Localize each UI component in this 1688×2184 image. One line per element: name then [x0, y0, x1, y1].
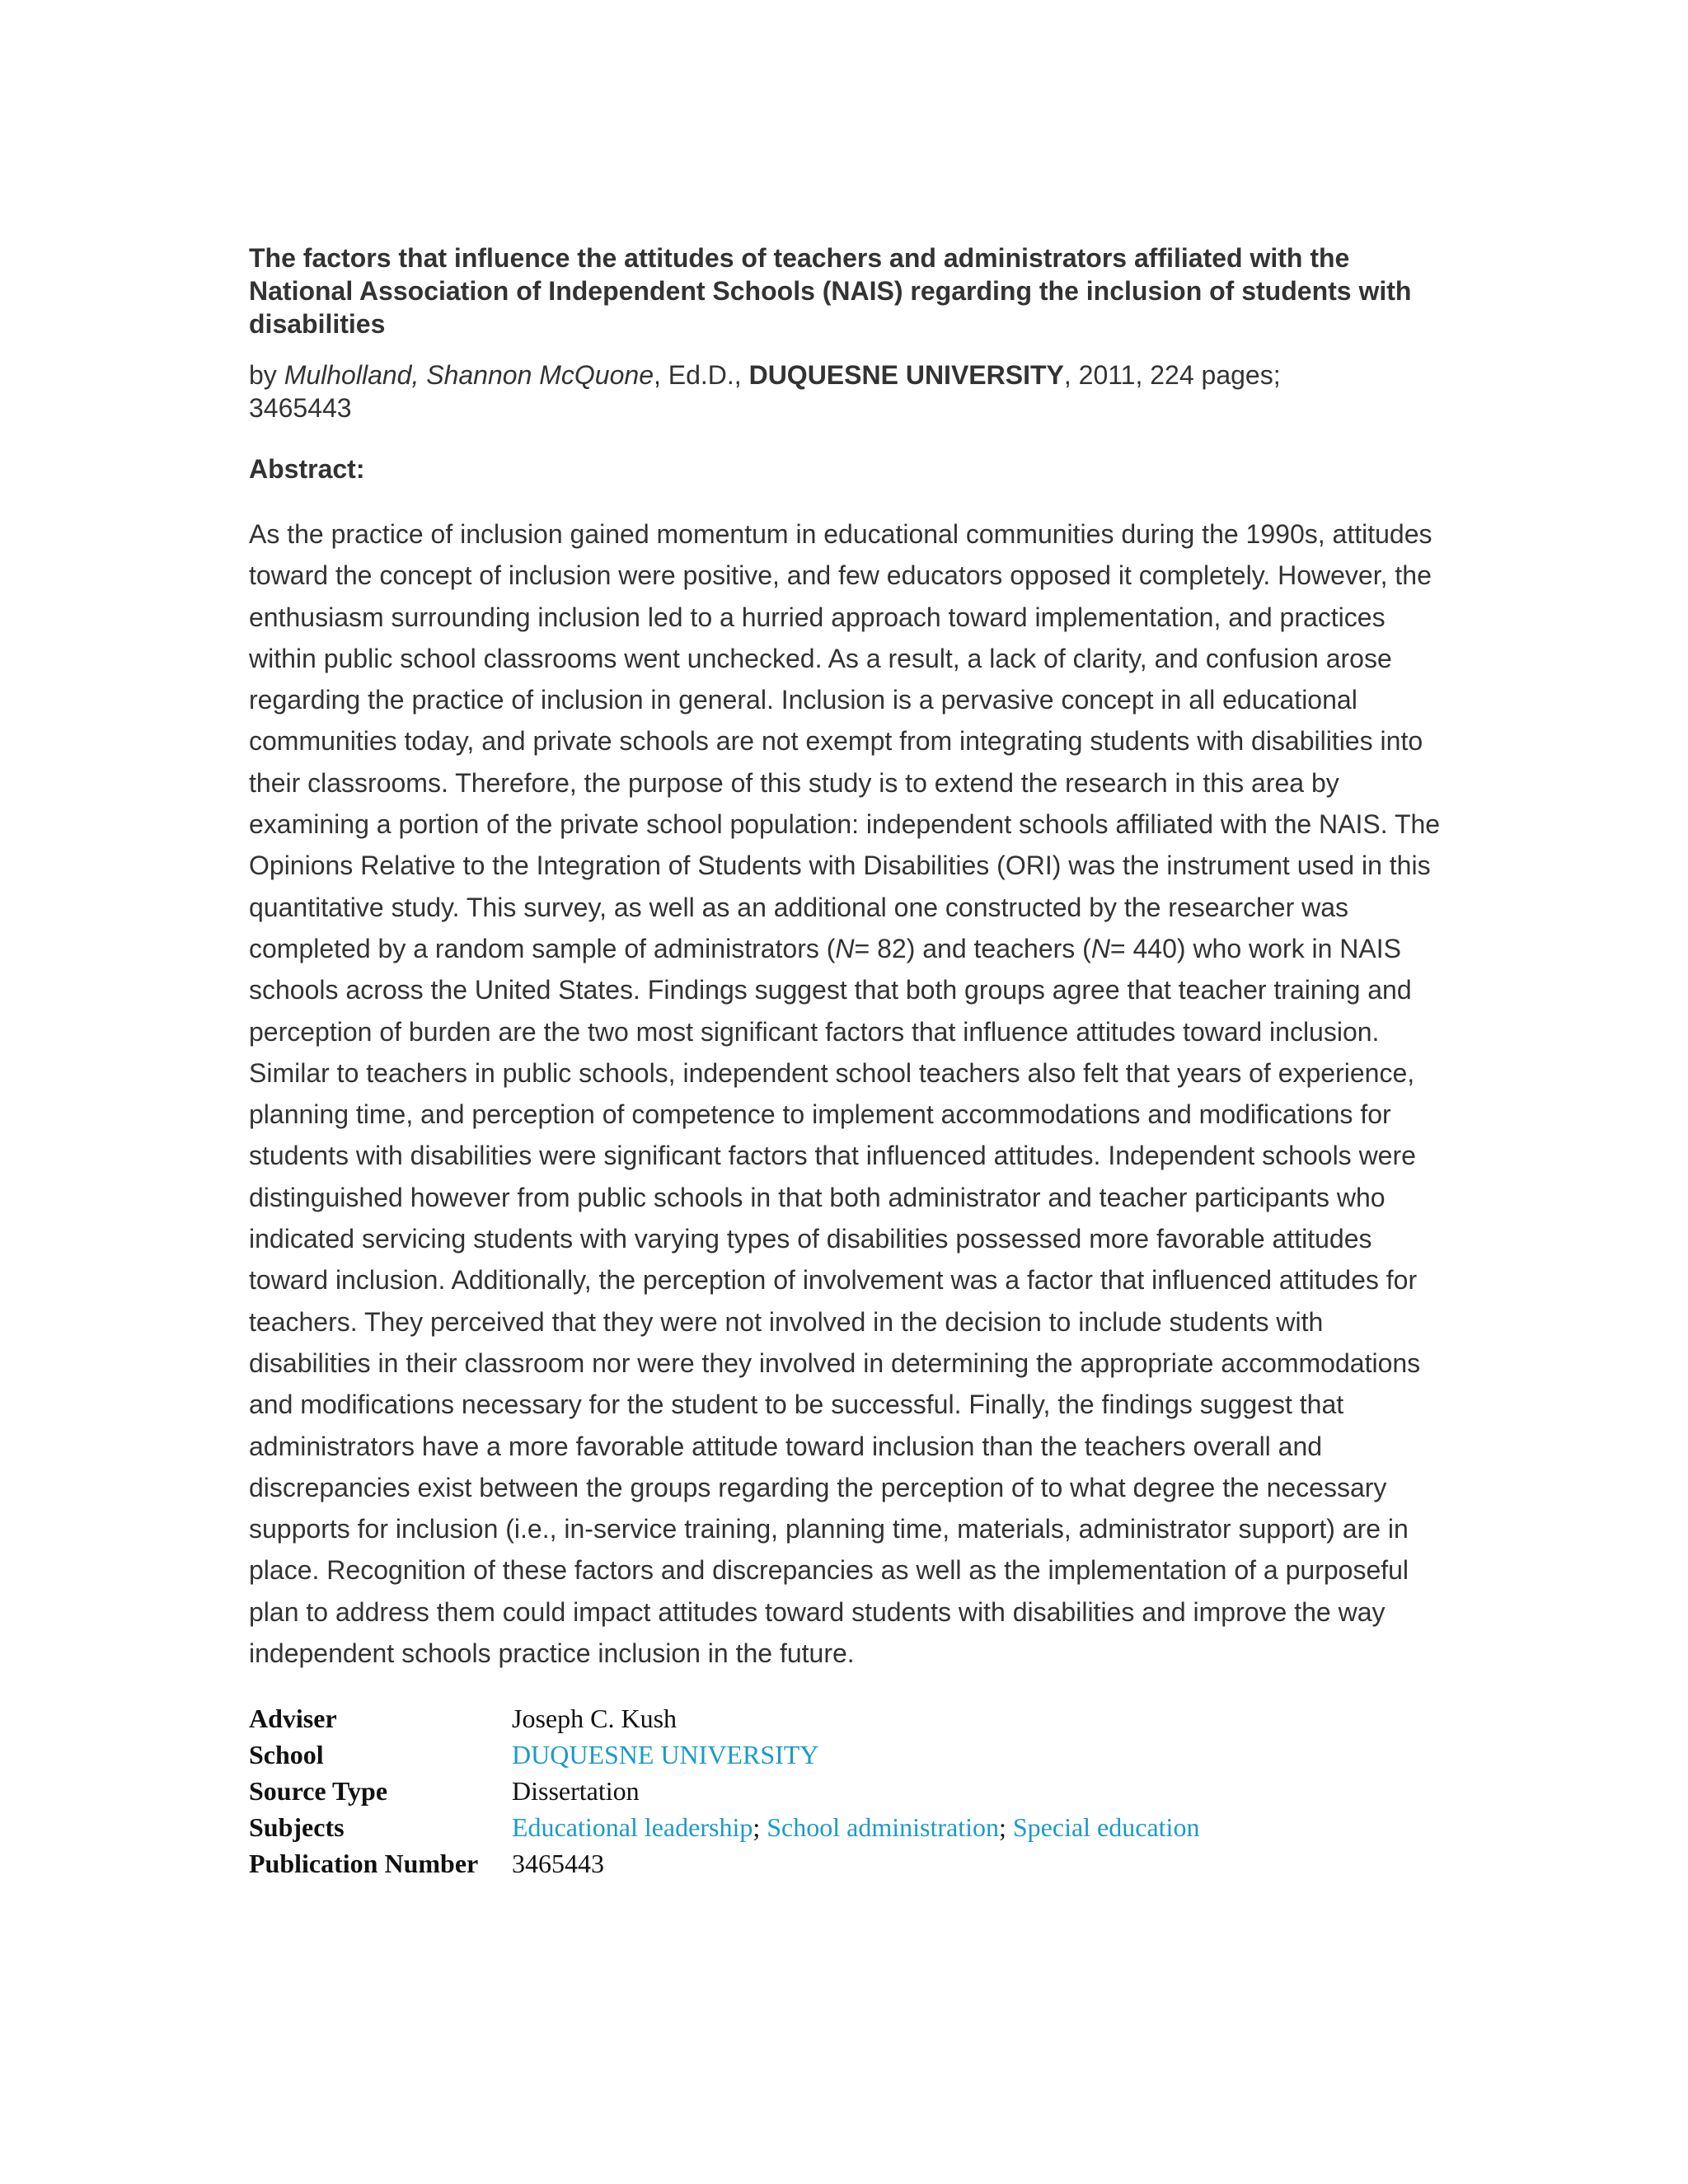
- citation-publication-number: 3465443: [249, 393, 352, 423]
- subject-separator: ;: [998, 1812, 1013, 1843]
- subject-link-educational-leadership[interactable]: Educational leadership: [512, 1812, 753, 1843]
- sample-size-symbol-teacher: N: [1090, 933, 1110, 963]
- subjects-label: Subjects: [249, 1812, 345, 1843]
- year-pages-text: , 2011, 224 pages;: [1063, 360, 1281, 390]
- adviser-label: Adviser: [249, 1704, 337, 1734]
- sample-size-symbol-admin: N: [835, 933, 855, 963]
- dissertation-title: The factors that influence the attitudes of teachers and administrators affiliated with the National Association of Independent Schools (NAIS) regarding the inclusion of students with disabilities: [249, 243, 1412, 339]
- subject-link-special-education[interactable]: Special education: [1012, 1812, 1200, 1843]
- details-row-school: [249, 1736, 1199, 1773]
- details-table: [249, 1700, 1199, 1882]
- school-label: School: [249, 1740, 324, 1770]
- subject-link-school-administration[interactable]: School administration: [767, 1812, 999, 1843]
- subject-separator: ;: [753, 1812, 767, 1843]
- publication-number-value: 3465443: [512, 1849, 604, 1879]
- author-name: Mulholland, Shannon McQuone: [284, 360, 654, 390]
- school-link[interactable]: DUQUESNE UNIVERSITY: [512, 1740, 819, 1770]
- subjects-value: [512, 1809, 1199, 1845]
- details-row-subjects: [249, 1809, 1199, 1845]
- document-content: [249, 241, 1444, 1882]
- school-name: DUQUESNE UNIVERSITY: [748, 360, 1064, 390]
- details-row-adviser: [249, 1700, 1199, 1736]
- abstract-text-part-3: = 440) who work in NAIS schools across the United States. Findings suggest that both groups agree that teacher training and perception of burden are the two most significant factors that influence attitudes toward inclusion. Similar to teachers in public schools, independent school teachers also felt that years of experience, planning time, and perception of competence to implement accommodations and modifications for students with disabilities were significant factors that influenced attitudes. Independent schools were distinguished however from public schools in that both administrator and teacher participants who indicated servicing students with varying types of disabilities possessed more favorable attitudes toward inclusion. Additionally, the perception of involvement was a factor that influenced attitudes for teachers. They perceived that they were not involved in the decision to include students with disabilities in their classroom nor were they involved in determining the appropriate accommodations and modifications necessary for the student to be successful. Finally, the findings suggest that administrators have a more favorable attitude toward inclusion than the teachers overall and discrepancies exist between the groups regarding the perception of to what degree the necessary supports for inclusion (i.e., in-service training, planning time, materials, administrator support) are in place. Recognition of these factors and discrepancies as well as the implementation of a purposeful plan to address them could impact attitudes toward students with disabilities and improve the way independent schools practice inclusion in the future.: [249, 933, 1421, 1669]
- adviser-value: Joseph C. Kush: [512, 1704, 678, 1734]
- abstract-heading: Abstract:: [249, 454, 365, 484]
- details-row-publication-number: [249, 1845, 1199, 1882]
- details-row-source-type: [249, 1773, 1199, 1809]
- abstract-text-part-2: = 82) and teachers (: [854, 933, 1091, 963]
- citation-line: [249, 359, 1444, 424]
- by-prefix: by: [249, 360, 284, 390]
- publication-number-label: Publication Number: [249, 1849, 479, 1879]
- source-type-label: Source Type: [249, 1776, 388, 1807]
- abstract-text-part-1: As the practice of inclusion gained momentum in educational communities during the 1990s, attitudes toward the concept of inclusion were positive, and few educators opposed it completely. However, the enthusiasm surrounding inclusion led to a hurried approach toward implementation, and practices within public school classrooms went unchecked. As a result, a lack of clarity, and confusion arose regarding the practice of inclusion in general. Inclusion is a pervasive concept in all educational communities today, and private schools are not exempt from integrating students with disabilities into their classrooms. Therefore, the purpose of this study is to extend the research in this area by examining a portion of the private school population: independent schools affiliated with the NAIS. The Opinions Relative to the Integration of Students with Disabilities (ORI) was the instrument used in this quantitative study. This survey, as well as an additional one constructed by the researcher was completed by a random sample of administrators (: [249, 519, 1441, 963]
- source-type-value: Dissertation: [512, 1776, 640, 1807]
- abstract-text: [249, 513, 1444, 1674]
- degree-text: , Ed.D.,: [653, 360, 749, 390]
